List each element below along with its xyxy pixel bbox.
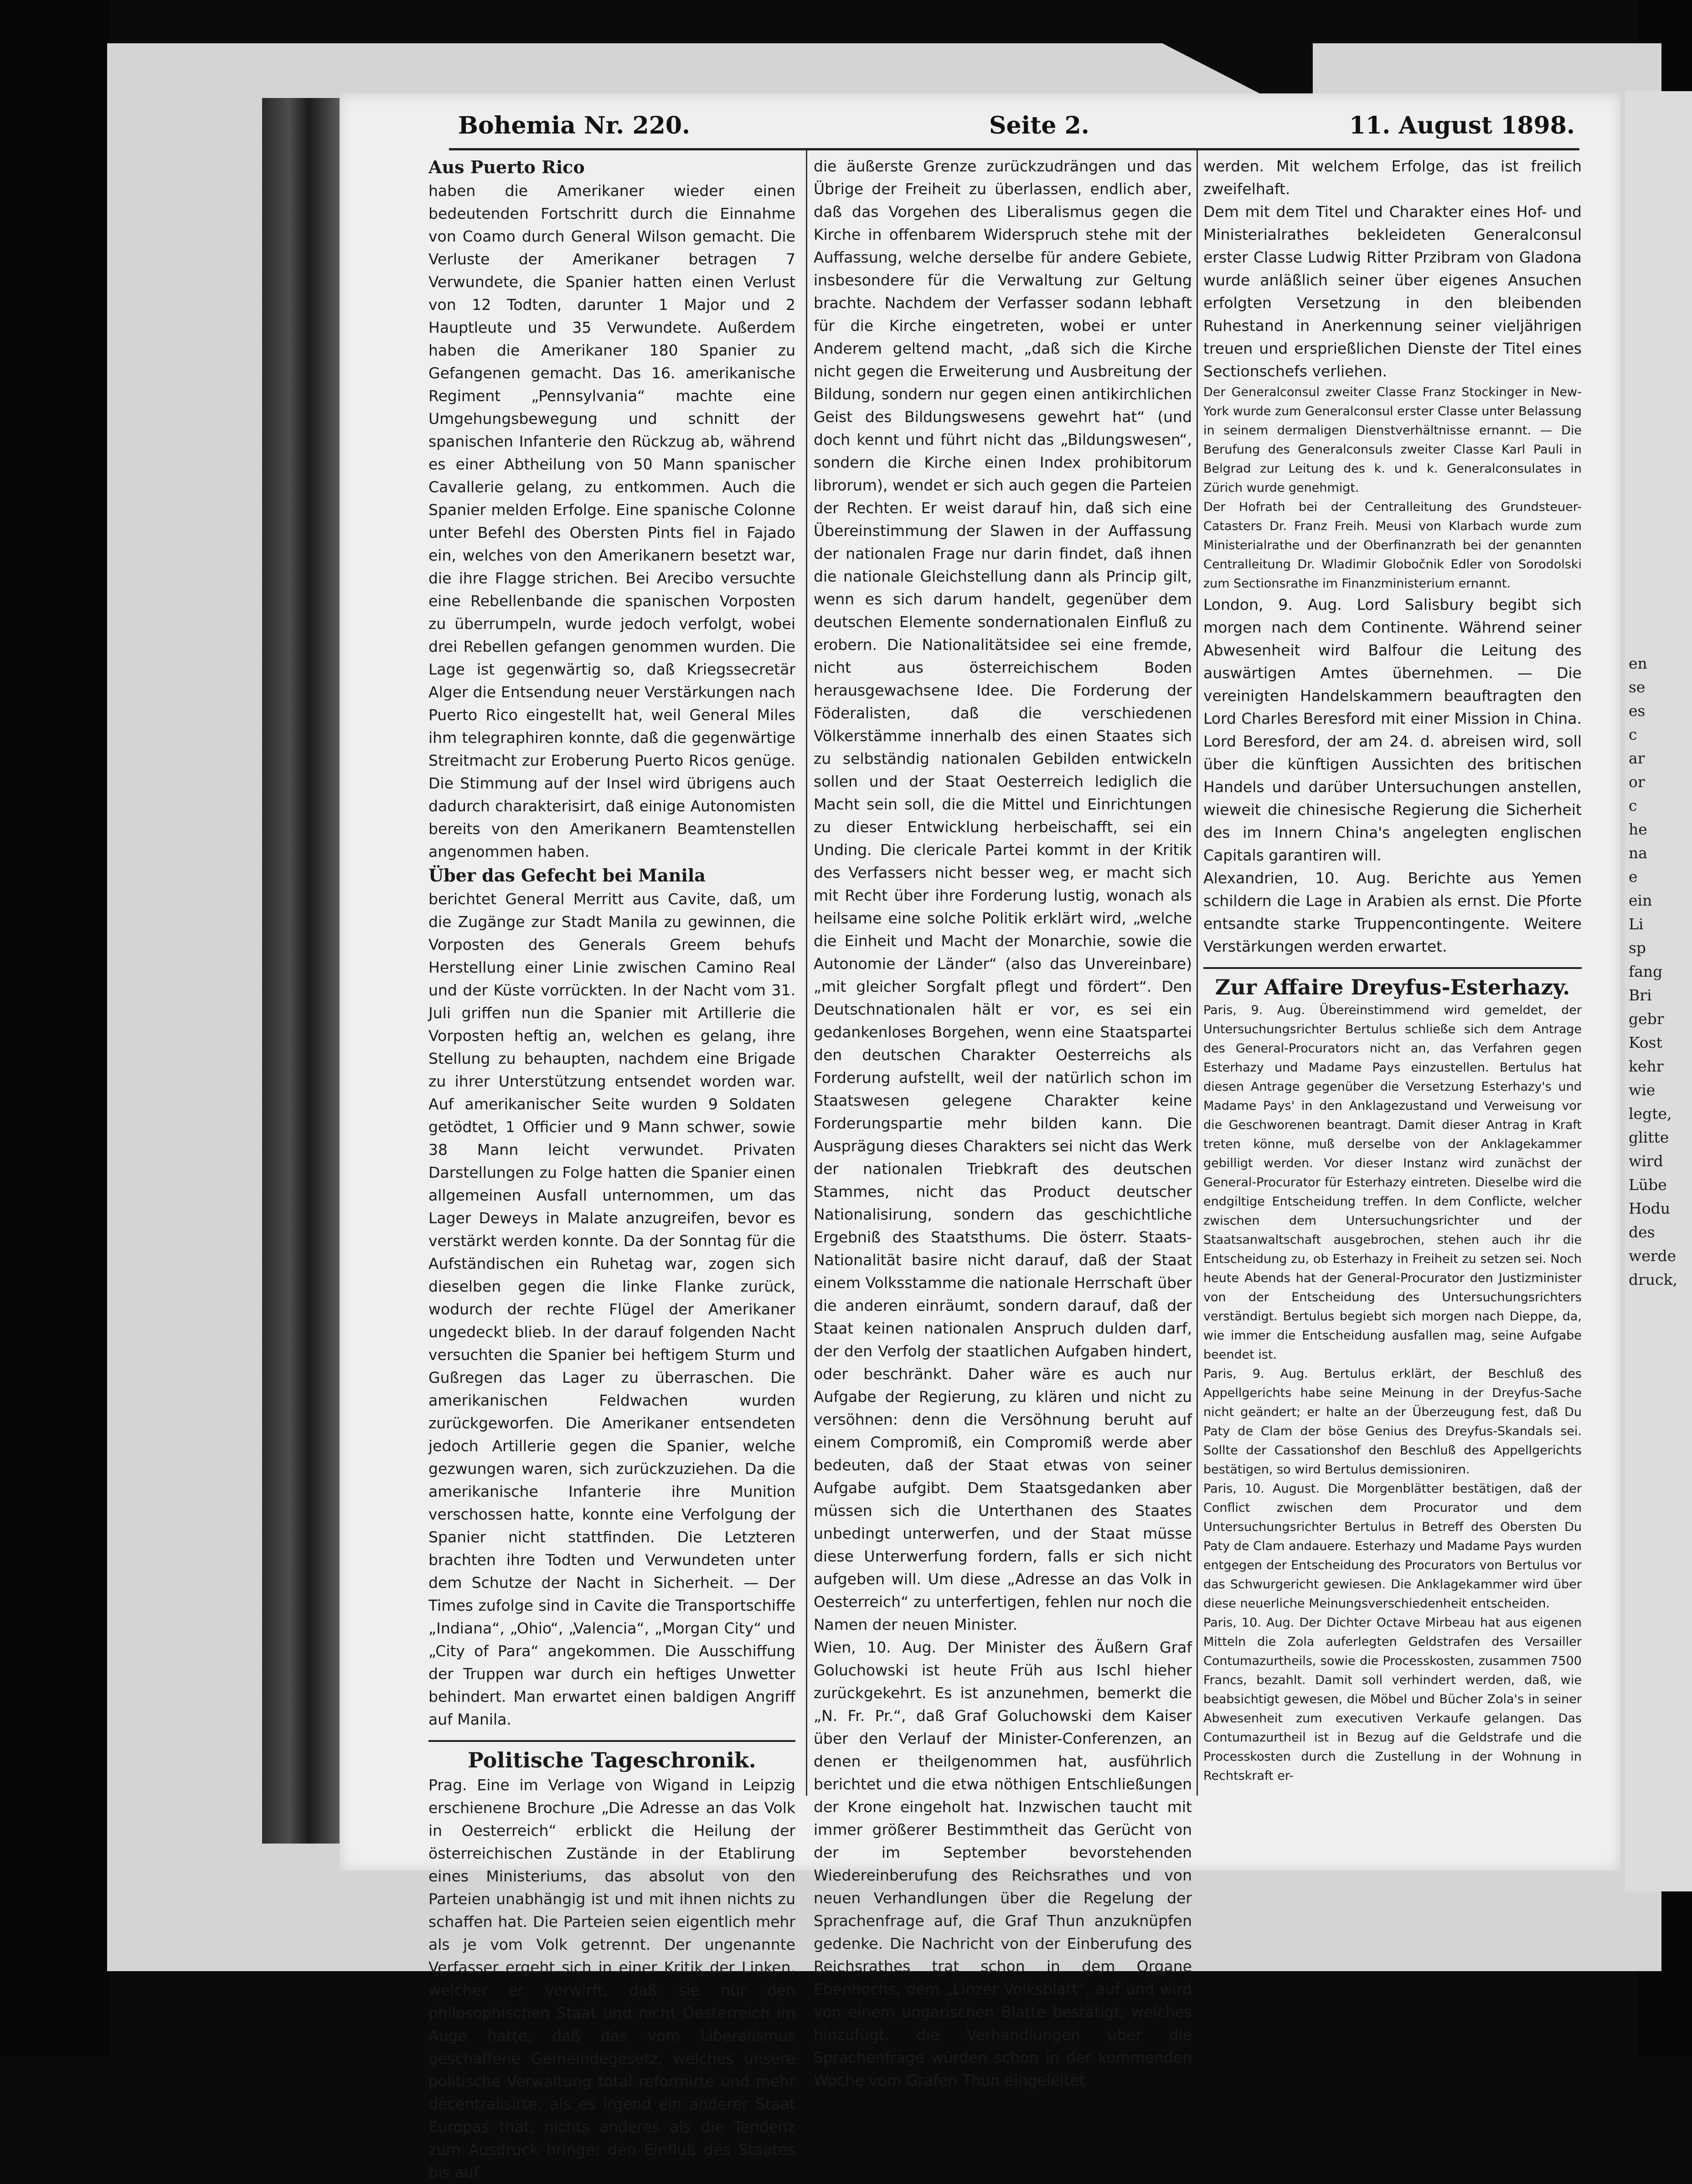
header-publication: Bohemia Nr. 220.: [458, 112, 691, 139]
adjacent-page-fragment-line: werde: [1629, 1247, 1677, 1265]
adjacent-page-fragment-line: druck,: [1629, 1271, 1678, 1288]
article-text-paris-2: Paris, 9. Aug. Bertulus erklärt, der Beschluß des Appellgerichts habe seine Meinung in der Dreyfus-Sache nicht geändert; er halte an der Überzeugung fest, daß Du Paty de Clam der böse Genius des Dreyfus-Skandals sei. Sollte der Cassationshof den Beschluß des Appellgerichts bestätigen, so wird Bertulus demissioniren.: [1203, 1367, 1582, 1477]
adjacent-page-fragment-line: gebr: [1629, 1010, 1664, 1028]
adjacent-page-text: [1625, 91, 1692, 1292]
article-text-wien-continued: werden. Mit welchem Erfolge, das ist freilich zweifelhaft.: [1203, 157, 1582, 198]
adjacent-page-fragment-line: en: [1629, 654, 1647, 672]
article-text-przibram: Dem mit dem Titel und Charakter eines Hof- und Ministerialrathes bekleideten Generalconsul erster Classe Ludwig Ritter Przibram von Gladona wurde anläßlich seiner über eigenes Ansuchen erfolgten Versetzung in den bleibenden Ruhestand in Anerkennung seiner vieljährigen treuen und ersprießlichen Dienste der Titel eines Sectionschefs verliehen.: [1203, 203, 1582, 380]
adjacent-page-fragment-line: c: [1629, 797, 1637, 814]
adjacent-page-fragment-line: wird: [1629, 1152, 1663, 1170]
adjacent-page-fragment-line: wie: [1629, 1081, 1656, 1099]
adjacent-page-fragment-line: he: [1629, 820, 1647, 838]
adjacent-page-fragment-line: ein: [1629, 891, 1652, 909]
adjacent-page-fragment-line: Li: [1629, 915, 1644, 933]
section-divider: [428, 1740, 795, 1742]
section-title-dreyfus: Zur Affaire Dreyfus-Esterhazy.: [1215, 975, 1570, 999]
column-3: [1203, 155, 1582, 1800]
article-text-manila: berichtet General Merritt aus Cavite, daß, um die Zugänge zur Stadt Manila zu gewinnen, die Vorposten des Generals Greem behufs Herstellung einer Linie zwischen Camino Real und der Küste vorrückten. In der Nacht vom 31. Juli griffen nun die Spanier mit Artillerie die Vorposten heftig an, welchen es gelang, ihre Stellung zu behaupten, nachdem eine Brigade zu ihrer Unterstützung entsendet worden war. Auf amerikanischer Seite wurden 9 Soldaten getödtet, 1 Officier und 9 Mann schwer, sowie 38 Mann leicht verwundet. Privaten Darstellungen zu Folge hatten die Spanier einen allgemeinen Ausfall unternommen, um das Lager Deweys in Malate anzugreifen, bevor es verstärkt werden konnte. Da der Sonntag für die Aufständischen ein Ruhetag war, zogen sich dieselben gegen die linke Flanke zurück, wodurch der rechte Flügel der Amerikaner ungedeckt blieb. In der darauf folgenden Nacht versuchten die Spanier bei heftigem Sturm und Gußregen das Lager zu überraschen. Die amerikanischen Feldwachen wurden zurückgeworfen. Die Amerikaner entsendeten jedoch Artillerie gegen die Spanier, welche gezwungen waren, sich zurückzuziehen. Da die amerikanische Infanterie ihre Munition verschossen hatte, konnte eine Verfolgung der Spanier nicht stattfinden. Die Letzteren brachten ihre Todten und Verwundeten unter dem Schutze der Nacht in Sicherheit. — Der Times zufolge sind in Cavite die Transportschiffe „Indiana“, „Ohio“, „Valencia“, „Morgan City“ und „City of Para“ angekommen. Die Ausschiffung der Truppen war durch ein heftiges Unwetter behindert. Man erwartet einen baldigen Angriff auf Manila.: [428, 890, 795, 1728]
adjacent-page-fragment-line: na: [1629, 844, 1647, 862]
adjacent-page-fragment-line: e: [1629, 868, 1638, 886]
adjacent-page-fragment-line: or: [1629, 773, 1645, 791]
adjacent-page-fragment-line: ar: [1629, 749, 1645, 767]
article-text-puerto-rico: haben die Amerikaner wieder einen bedeutenden Fortschritt durch die Einnahme von Coamo durch General Wilson gemacht. Die Verluste der Amerikaner betragen 7 Verwundete, die Spanier hatten einen Verlust von 12 Todten, darunter 1 Major und 2 Hauptleute und 35 Verwundete. Außerdem haben die Amerikaner 180 Spanier zu Gefangenen gemacht. Das 16. amerikanische Regiment „Pennsylvania“ machte eine Umgehungsbewegung und schnitt der spanischen Infanterie den Rückzug ab, während es einer Abtheilung von 50 Mann spanischer Cavallerie gelang, zu entkommen. Auch die Spanier melden Erfolge. Eine spanische Colonne unter Befehl des Obersten Pints fiel in Fajado ein, welches von den Amerikanern besetzt war, die ihre Flagge strichen. Bei Arecibo versuchte eine Rebellenbande die spanischen Vorposten zu überrumpeln, wurde jedoch verfolgt, wobei drei Rebellen gefangen genommen wurden. Die Lage ist gegenwärtig so, daß Kriegssecretär Alger die Entsendung neuer Verstärkungen nach Puerto Rico eingestellt hat, weil General Miles ihm telegraphiren konnte, daß die gegenwärtige Streitmacht zur Eroberung Puerto Ricos genüge. Die Stimmung auf der Insel wird übrigens auch dadurch charakterisirt, daß einige Autonomisten bereits von den Amerikanern Beamtenstellen angenommen haben.: [428, 182, 795, 860]
section-divider-2: [1203, 967, 1582, 969]
article-text-meusi: Der Hofrath bei der Centralleitung des Grundsteuer-Catasters Dr. Franz Freih. Meusi von Klarbach wurde zum Ministerialrathe und der Oberfinanzrath bei der genannten Centralleitung Dr. Wladimir Globočnik Edler von Sorodolski zum Sectionsrathe im Finanzministerium ernannt.: [1203, 500, 1582, 591]
article-text-paris-3: Paris, 10. August. Die Morgenblätter bestätigen, daß der Conflict zwischen dem Procurator und dem Untersuchungsrichter Bertulus in Betreff des Obersten Du Paty de Clam andauere. Esterhazy und Madame Pays wurden entgegen der Entscheidung des Procurators von Bertulus vor das Schwurgericht gewiesen. Die Anklagekammer wird über diese neuerliche Meinungsverschiedenheit entscheiden.: [1203, 1482, 1582, 1611]
article-text-prag: Prag. Eine im Verlage von Wigand in Leipzig erschienene Brochure „Die Adresse an das Volk in Oesterreich“ erblickt die Heilung der österreichischen Zustände in der Etablirung eines Ministeriums, das absolut von den Parteien unabhängig ist und mit ihnen nichts zu schaffen hat. Die Parteien seien eigentlich mehr als je vom Volk getrennt. Der ungenannte Verfasser ergeht sich in einer Kritik der Linken, welcher er vorwirft, daß sie nur den philosophischen Staat und nicht Oesterreich im Auge hatte, daß das vom Liberalismus geschaffene Gemeindegesetz, welches unsere politische Verwaltung total reformirte und mehr decentralisirte, als es irgend ein anderer Staat Europas that, nichts anderes als die Tendenz zum Ausdruck bringe: den Einfluß des Staates bis auf: [428, 1776, 795, 2181]
column-1: [428, 155, 795, 2181]
column-rule-1: [806, 150, 807, 1796]
article-heading-manila: Über das Gefecht bei Manila: [428, 865, 706, 886]
adjacent-page-fragment-line: des: [1629, 1223, 1655, 1241]
adjacent-page-fragment-line: legte,: [1629, 1105, 1672, 1123]
adjacent-page-fragment-line: Hodu: [1629, 1200, 1671, 1217]
adjacent-page-fragment-line: se: [1629, 678, 1646, 696]
article-text-alexandrien: Alexandrien, 10. Aug. Berichte aus Yemen schildern die Lage in Arabien als ernst. Die Pforte entsandte starke Truppencontingente. Weitere Verstärkungen werden erwartet.: [1203, 869, 1582, 955]
article-text-brochure-continued: die äußerste Grenze zurückzudrängen und das Übrige der Freiheit zu überlassen, endlich aber, daß das Vorgehen des Liberalismus gegen die Kirche in offenbarem Widerspruch stehe mit der Auffassung, welche derselbe für andere Gebiete, insbesondere für die Verwaltung zur Geltung brachte. Nachdem der Verfasser sodann lebhaft für die Kirche eingetreten, wobei er unter Anderem geltend macht, „daß sich die Kirche nicht gegen die Erweiterung und Ausbreitung der Bildung, sondern nur gegen einen antikirchlichen Geist des Bildungswesens gewehrt hat“ (und doch kennt und führt nicht das „Bildungswesen“, sondern die Kirche einen Index prohibitorum librorum), wendet er sich auch gegen die Parteien der Rechten. Er weist darauf hin, daß sich eine Übereinstimmung der Slawen in der Auffassung der nationalen Frage nur darin findet, daß ihnen die nationale Gleichstellung dann als Princip gilt, wenn es sich darum handelt, gegenüber dem deutschen Elemente sondernationalen Einfluß zu erobern. Die Nationalitätsidee sei eine fremde, nicht aus österreichischem Boden herausgewachsene Idee. Die Forderung der Föderalisten, daß die verschiedenen Völkerstämme innerhalb des einen Staates sich zu selbständig nationalen Gebilden entwickeln sollen und der Staat Oesterreich lediglich die Macht sein soll, die die Mittel und Einrichtungen zu dieser Entwicklung herbeischafft, sei ein Unding. Die clericale Partei kommt in der Kritik des Verfassers nicht besser weg, er macht sich mit Recht über ihre Forderung lustig, wonach als heilsame eine solche Politik erklärt wird, „welche die Einheit und Macht der Monarchie, sowie die Autonomie der Länder“ (also das Unvereinbare) „mit gleicher Sorgfalt pflegt und fördert“. Den Deutschnationalen hält er vor, es sei ein gedankenloses Borgehen, wenn eine Staatspartei den deutschen Charakter Oesterreichs als Forderung aufstellt, weil der natürlich schon im Staatswesen gelegene Charakter keine Forderungspartie mehr bilden kann. Die Ausprägung dieses Charakters sei nicht das Werk der nationalen Triebkraft des deutschen Stammes, nicht das Product deutscher Nationalisirung, sondern das geschichtliche Ergebniß des Staatsthums. Die österr. Staats-Nationalität basire nicht darauf, daß der Staat einem Volksstamme die nationale Herrschaft über die anderen einräumt, sondern darauf, daß der Staat keinen nationalen Anspruch dulden darf, der den Verfolg der staatlichen Aufgaben hindert, oder beschränkt. Daher wäre es auch nur Aufgabe der Regierung, zu klären und nicht zu versöhnen: denn die Versöhnung beruht auf einem Compromiß, ein Compromiß werde aber bedeuten, daß der Staat etwas von seiner Aufgabe aufgibt. Dem Staatsgedanken aber müssen sich die Unterthanen des Staates unbedingt unterwerfen, und der Staat müsse diese Unterwerfung fordern, falls er sich nicht aufgeben will. Um diese „Adresse an das Volk in Oesterreich“ zu unterfertigen, fehlen nur noch die Namen der neuen Minister.: [814, 157, 1192, 1633]
article-heading-puerto-rico: Aus Puerto Rico: [428, 157, 585, 177]
adjacent-page-fragment-line: glitte: [1629, 1128, 1669, 1146]
adjacent-page-fragment-line: sp: [1629, 939, 1646, 957]
book-spine-edge: [262, 98, 340, 1844]
header-date: 11. August 1898.: [1349, 112, 1575, 139]
article-text-paris-4: Paris, 10. Aug. Der Dichter Octave Mirbeau hat aus eigenen Mitteln die Zola auferlegten Geldstrafen des Versailler Contumazurtheils, sowie die Processkosten, zusammen 7500 Francs, bezahlt. Damit soll verhindert werden, daß, wie beabsichtigt gewesen, die Möbel und Bücher Zola's in seiner Abwesenheit zum executiven Verkaufe gelangen. Das Contumazurtheil ist in Bezug auf die Geldstrafe und die Processkosten durch die Zustellung in der Wohnung in Rechtskraft er-: [1203, 1616, 1582, 1783]
adjacent-page-fragment-line: kehr: [1629, 1057, 1664, 1075]
header-page-number: Seite 2.: [989, 112, 1089, 139]
adjacent-page-fragment-line: Kost: [1629, 1034, 1662, 1051]
section-title-tageschronik: Politische Tageschronik.: [468, 1748, 756, 1772]
column-rule-2: [1197, 150, 1198, 1796]
adjacent-page-fragment-line: fang: [1629, 963, 1663, 980]
article-text-stockinger: Der Generalconsul zweiter Classe Franz Stockinger in New-York wurde zum Generalconsul erster Classe unter Belassung in seinem dermaligen Dienstverhältnisse ernannt. — Die Berufung des Generalconsuls zweiter Classe Karl Pauli in Belgrad zur Leitung des k. und k. Generalconsulates in Zürich wurde genehmigt.: [1203, 385, 1582, 495]
adjacent-page-fragment-line: Bri: [1629, 986, 1652, 1004]
adjacent-page-fragment-line: c: [1629, 726, 1637, 743]
adjacent-page-fragment-line: Lübe: [1629, 1176, 1667, 1194]
page-header: [449, 107, 1579, 150]
adjacent-page-fragment: [1625, 91, 1692, 1891]
column-2: [814, 155, 1192, 2089]
film-border-left: [0, 0, 109, 2056]
adjacent-page-fragment-line: es: [1629, 702, 1646, 720]
article-text-wien: Wien, 10. Aug. Der Minister des Äußern Graf Goluchowski ist heute Früh aus Ischl hieher zurückgekehrt. Es ist anzunehmen, bemerkt die „N. Fr. Pr.“, daß Graf Goluchowski dem Kaiser über den Verlauf der Minister-Conferenzen, an denen er theilgenommen hat, ausführlich berichtet und die etwa nöthigen Entschließungen der Krone eingeholt hat. Inzwischen taucht mit immer größerer Bestimmtheit das Gerücht von der im September bevorstehenden Wiedereinberufung des Reichsrathes und von neuen Verhandlungen über die Regelung der Sprachenfrage auf, die Graf Thun anzuknüpfen gedenke. Die Nachricht von der Einberufung des Reichsrathes trat schon in dem Organe Ebenhochs, dem „Linzer Volksblatt“, auf und wird von einem ungarischen Blatte bestätigt, welches hinzufügt, die Verhandlungen über die Sprachenfrage würden schon in der kommenden Woche vom Grafen Thun eingeleitet: [814, 1638, 1192, 2089]
article-text-paris-1: Paris, 9. Aug. Übereinstimmend wird gemeldet, der Untersuchungsrichter Bertulus schließe sich dem Antrage des General-Procurators nicht an, das Verfahren gegen Esterhazy und Madame Pays einzustellen. Bertulus hat diesen Antrage gegenüber die Versetzung Esterhazy's und Madame Pays' in den Anklagezustand und Verweisung vor die Geschworenen beantragt. Damit dieser Antrag in Kraft treten könne, muß derselbe von der Anklagekammer gebilligt werden. Vor dieser Instanz wird zunächst der General-Procurator für Esterhazy eintreten. Dieselbe wird die endgiltige Entscheidung treffen. In dem Conflicte, welcher zwischen dem Untersuchungsrichter und der Staatsanwaltschaft ausgebrochen, stehen auch ihr die Entscheidung zu, ob Esterhazy in Freiheit zu setzen sei. Noch heute Abends hat der General-Procurator den Justizminister von der Entscheidung des Untersuchungsrichters verständigt. Bertulus begiebt sich morgen nach Dieppe, da, wie immer die Entscheidung ausfallen mag, seine Aufgabe beendet ist.: [1203, 1003, 1582, 1362]
article-text-london: London, 9. Aug. Lord Salisbury begibt sich morgen nach dem Continente. Während seiner Abwesenheit wird Balfour die Leitung des auswärtigen Amtes übernehmen. — Die vereinigten Handelskammern beauftragten den Lord Charles Beresford mit einer Mission in China. Lord Beresford, der am 24. d. abreisen wird, soll über die künftigen Aussichten des britischen Handels und darüber Untersuchungen anstellen, wieweit die chinesische Regierung die Sicherheit des im Innern China's angelegten englischen Capitals garantiren will.: [1203, 596, 1582, 864]
